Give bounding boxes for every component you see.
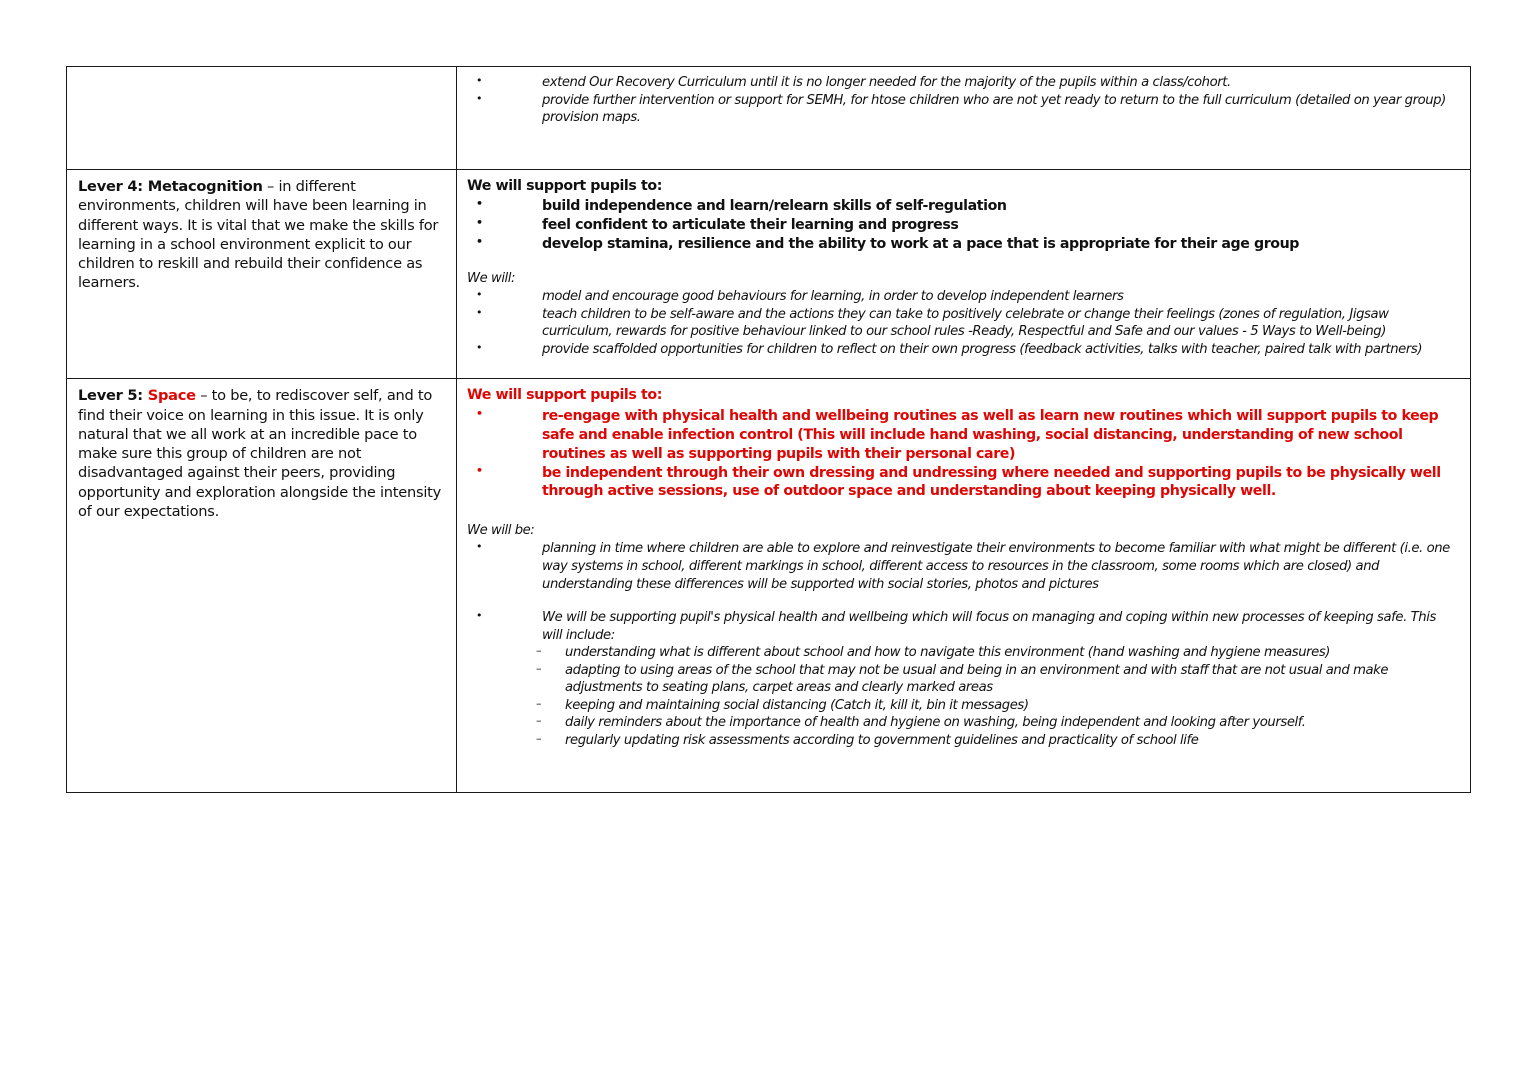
lever-cell-lever-4 — [67, 170, 457, 379]
lever-5-description — [78, 386, 447, 521]
lever-5-label-highlight: Space — [142, 387, 196, 405]
list-item: – regularly updating risk assessments according to government guidelines and practicality of school life — [526, 732, 1458, 750]
spacer — [467, 127, 1458, 138]
lever-4-label: Lever 4: Metacognition — [78, 178, 263, 195]
list-item: • provide further intervention or support for SEMH, for htose children who are not yet ready to return to the full curriculum (detailed on year group) provision maps. — [467, 92, 1458, 127]
list-item: • be independent through their own dressing and undressing where needed and supporting pupils to be physically well through active sessions, use of outdoor space and understanding about keeping physically well. — [467, 464, 1458, 502]
bullet-list-support — [467, 197, 1458, 254]
list-item: • extend Our Recovery Curriculum until it is no longer needed for the majority of the pupils within a class/cohort. — [467, 74, 1458, 92]
detail-cell-lever-4 — [457, 170, 1471, 379]
lever-cell-continued — [67, 67, 457, 170]
spacer — [467, 501, 1458, 522]
recovery-curriculum-table — [66, 66, 1471, 793]
list-item: – daily reminders about the importance of health and hygiene on washing, being independent and looking after yourself. — [526, 714, 1458, 732]
detail-cell-inner — [457, 379, 1470, 792]
detail-cell-inner — [457, 170, 1470, 378]
detail-subheading: We will be: — [467, 523, 535, 539]
list-item: • provide scaffolded opportunities for children to reflect on their own progress (feedback activities, talks with teacher, paired talk with partners) — [467, 341, 1458, 359]
bullet-list-we-will — [467, 288, 1458, 358]
lever-cell-inner — [67, 67, 456, 169]
detail-cell-continued — [457, 67, 1471, 170]
list-item: • feel confident to articulate their learning and progress — [467, 216, 1458, 235]
list-item: – keeping and maintaining social distancing (Catch it, kill it, bin it messages) — [526, 697, 1458, 715]
detail-cell-inner — [457, 67, 1470, 147]
list-item: • develop stamina, resilience and the ability to work at a pace that is appropriate for their age group — [467, 235, 1458, 254]
bullet-list-we-will-be-first — [467, 540, 1458, 593]
table-row — [67, 170, 1471, 379]
detail-cell-lever-5 — [457, 379, 1471, 793]
spacer — [467, 593, 1458, 609]
spacer — [467, 749, 1458, 783]
list-item: • model and encourage good behaviours for learning, in order to develop independent learners — [467, 288, 1458, 306]
list-item: – understanding what is different about school and how to navigate this environment (hand washing and hygiene measures) — [526, 644, 1458, 662]
spacer — [467, 358, 1458, 369]
list-item: • planning in time where children are able to explore and reinvestigate their environments to become familiar with what might be different (i.e. one way systems in school, different markings in school, different access to resources in the classroom, some rooms which are closed) and understanding these differences will be supported with social stories, photos and pictures — [467, 540, 1458, 593]
list-item: • We will be supporting pupil's physical health and wellbeing which will focus on managing and coping within new processes of keeping safe. This will include: — [467, 609, 1458, 644]
table-row — [67, 379, 1471, 793]
lever-cell-inner — [67, 170, 456, 302]
bullet-list-support — [467, 407, 1458, 501]
lever-5-body: – to be, to rediscover self, and to find their voice on learning in this issue. It is only natural that we all work at an incredible pace to make sure this group of children are not disadvantaged against their peers, providing opportunity and exploration alongside the intensity of our expectations. — [78, 387, 441, 520]
lever-4-description — [78, 177, 447, 293]
detail-subheading: We will: — [467, 271, 515, 287]
nested-bullet-list — [467, 644, 1458, 749]
detail-heading: We will support pupils to: — [467, 387, 662, 404]
list-item: • build independence and learn/relearn skills of self-regulation — [467, 197, 1458, 216]
list-item: – adapting to using areas of the school that may not be usual and being in an environment and with staff that are not usual and make adjustments to seating plans, carpet areas and clearly marked areas — [526, 662, 1458, 697]
list-item: • re-engage with physical health and wellbeing routines as well as learn new routines which will support pupils to keep safe and enable infection control (This will include hand washing, social distancing, understanding of new school routines as well as supporting pupils with their personal care) — [467, 407, 1458, 464]
list-item: • teach children to be self-aware and the actions they can take to positively celebrate or change their feelings (zones of regulation, Jigsaw curriculum, rewards for positive behaviour linked to our school rules -Ready, Respectful and Safe and our values - 5 Ways to Well-being) — [467, 306, 1458, 341]
lever-cell-inner — [67, 379, 456, 530]
detail-heading: We will support pupils to: — [467, 178, 662, 194]
lever-4-body: – in different environments, children will have been learning in different ways. It is vital that we make the skills for learning in a school environment explicit to our children to reskill and rebuild their confidence as learners. — [78, 178, 439, 292]
bullet-list-we-will-be-second — [467, 609, 1458, 644]
lever-5-label: Lever 5: — [78, 387, 143, 405]
lever-cell-lever-5 — [67, 379, 457, 793]
table-row — [67, 67, 1471, 170]
spacer — [467, 254, 1458, 270]
empty-spacer — [78, 74, 447, 160]
bullet-list-continued — [467, 74, 1458, 127]
